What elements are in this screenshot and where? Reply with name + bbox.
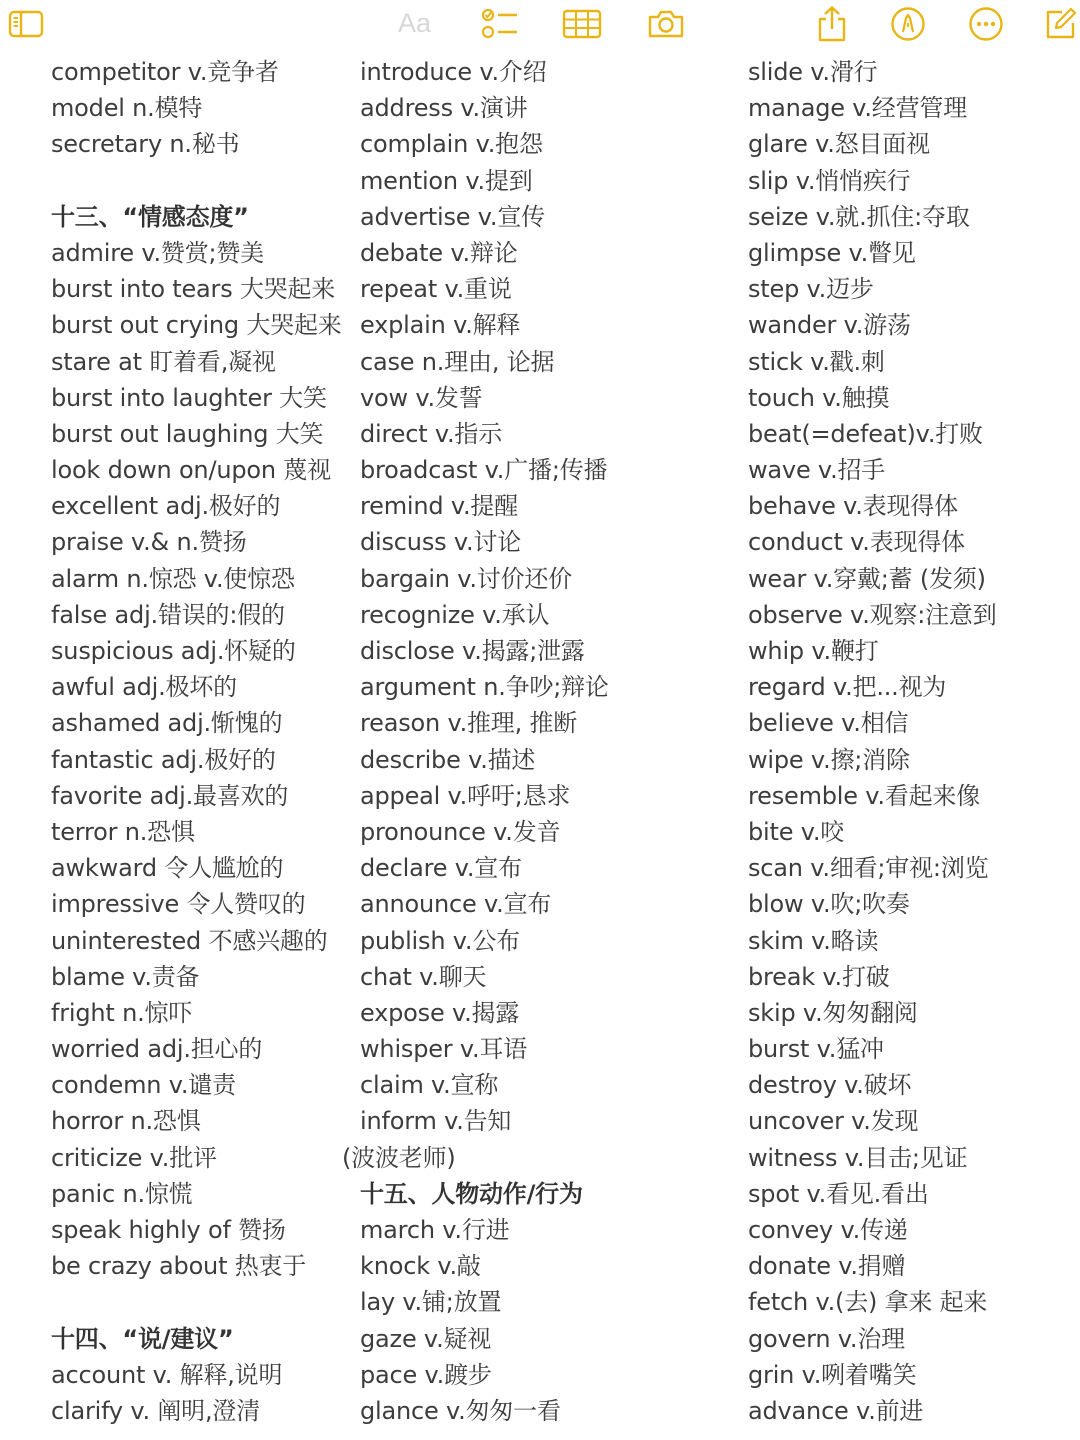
- camera-icon[interactable]: [646, 4, 686, 44]
- vocab-entry: alarm n.惊恐 v.使惊恐: [51, 564, 295, 593]
- vocab-entry: resemble v.看起来像: [748, 781, 981, 810]
- vocab-entry: beat(=defeat)v.打败: [748, 419, 983, 448]
- vocab-entry: advertise v.宣传: [360, 202, 545, 231]
- vocab-entry: blow v.吹;吹奏: [748, 890, 910, 919]
- vocab-entry: declare v.宣布: [360, 854, 522, 883]
- vocab-entry: pronounce v.发音: [360, 817, 561, 846]
- vocab-entry: appeal v.呼吁;恳求: [360, 781, 571, 810]
- vocab-entry: fright n.惊吓: [51, 998, 193, 1027]
- vocab-entry: spot v.看见.看出: [748, 1179, 929, 1208]
- vocab-entry: witness v.目击;见证: [748, 1143, 968, 1172]
- vocab-entry: false adj.错误的:假的: [51, 600, 285, 629]
- vocab-entry: bargain v.讨价还价: [360, 564, 573, 593]
- vocab-entry: speak highly of 赞扬: [51, 1216, 286, 1244]
- vocab-entry: criticize v.批评: [51, 1143, 217, 1172]
- vocab-entry: uninterested 不感兴趣的: [51, 926, 328, 955]
- vocab-entry: competitor v.竞争者: [51, 58, 279, 86]
- more-icon[interactable]: [966, 4, 1006, 44]
- vocab-entry: fantastic adj.极好的: [51, 745, 276, 774]
- vocab-entry: repeat v.重说: [360, 275, 512, 304]
- vocab-entry: admire v.赞赏;赞美: [51, 238, 264, 267]
- vocab-entry: awful adj.极坏的: [51, 673, 237, 702]
- vocab-entry: govern v.治理: [748, 1324, 905, 1353]
- vocab-entry: chat v.聊天: [360, 962, 487, 991]
- vocab-entry: claim v.宣称: [360, 1071, 499, 1100]
- vocab-entry: stick v.戳.刺: [748, 347, 885, 376]
- vocab-entry: argument n.争吵;辩论: [360, 673, 609, 702]
- table-icon[interactable]: [562, 4, 602, 44]
- vocab-entry: whip v.鞭打: [748, 637, 879, 665]
- vocab-entry: burst out laughing 大笑: [51, 419, 324, 448]
- section-heading: 十三、“情感态度”: [51, 202, 249, 231]
- vocab-entry: grin v.咧着嘴笑: [748, 1360, 917, 1389]
- vocab-entry: complain v.抱怨: [360, 130, 543, 159]
- vocab-entry: conduct v.表现得体: [748, 528, 965, 557]
- vocab-entry: glimpse v.瞥见: [748, 238, 916, 267]
- vocab-entry: destroy v.破坏: [748, 1071, 912, 1100]
- font-format-button[interactable]: Aa: [398, 8, 432, 38]
- vocab-entry: observe v.观察:注意到: [748, 600, 997, 629]
- vocab-entry: march v.行进: [360, 1216, 510, 1244]
- vocab-entry: model n.模特: [51, 94, 203, 123]
- vocab-entry: scan v.细看;审视:浏览: [748, 854, 989, 883]
- vocab-entry: remind v.提醒: [360, 492, 518, 521]
- vocab-entry: announce v.宣布: [360, 890, 552, 919]
- vocab-entry: discuss v.讨论: [360, 528, 522, 557]
- share-icon[interactable]: [812, 4, 852, 44]
- vocab-entry: seize v.就.抓住:夺取: [748, 202, 970, 231]
- vocab-entry: bite v.咬: [748, 817, 845, 846]
- compose-icon[interactable]: [1040, 4, 1080, 44]
- vocab-entry: expose v.揭露: [360, 998, 520, 1027]
- vocab-entry: praise v.& n.赞扬: [51, 528, 247, 557]
- vocab-entry: wear v.穿戴;蓄 (发须): [748, 564, 986, 593]
- vocab-entry: mention v.提到: [360, 166, 533, 195]
- vocab-entry: excellent adj.极好的: [51, 492, 281, 521]
- vocab-entry: explain v.解释: [360, 311, 521, 340]
- vocab-entry: be crazy about 热衷于: [51, 1252, 307, 1281]
- vocab-entry: skip v.匆匆翻阅: [748, 998, 918, 1027]
- vocab-entry: ashamed adj.惭愧的: [51, 709, 283, 738]
- vocab-entry: case n.理由, 论据: [360, 347, 555, 376]
- vocab-entry: regard v.把...视为: [748, 673, 947, 702]
- vocab-entry: suspicious adj.怀疑的: [51, 637, 296, 665]
- note-column-3: [748, 54, 1078, 1429]
- vocab-entry: stare at 盯着看,凝视: [51, 347, 276, 376]
- vocab-entry: touch v.触摸: [748, 383, 890, 412]
- vocab-entry: clarify v. 阐明,澄清: [51, 1396, 260, 1425]
- vocab-entry: glance v.匆匆一看: [360, 1396, 561, 1425]
- vocab-entry: burst v.猛冲: [748, 1035, 884, 1064]
- checklist-icon[interactable]: [480, 4, 520, 44]
- vocab-entry: uncover v.发现: [748, 1107, 919, 1136]
- vocab-entry: reason v.推理, 推断: [360, 709, 578, 738]
- vocab-entry: debate v.辩论: [360, 238, 518, 267]
- vocab-entry: describe v.描述: [360, 745, 536, 774]
- vocab-entry: donate v.捐赠: [748, 1252, 906, 1281]
- vocab-entry: pace v.踱步: [360, 1360, 492, 1389]
- vocab-entry: awkward 令人尴尬的: [51, 854, 284, 883]
- vocab-entry: impressive 令人赞叹的: [51, 890, 306, 919]
- vocab-entry: slide v.滑行: [748, 58, 878, 86]
- vocab-entry: glare v.怒目面视: [748, 130, 930, 159]
- vocab-entry: blame v.责备: [51, 962, 200, 991]
- vocab-entry: recognize v.承认: [360, 600, 550, 629]
- vocab-entry: fetch v.(去) 拿来 起来: [748, 1288, 988, 1317]
- note-column-2: [342, 54, 740, 1429]
- blank-line: [51, 163, 351, 199]
- vocab-entry: condemn v.谴责: [51, 1071, 236, 1100]
- vocab-entry: horror n.恐惧: [51, 1107, 201, 1136]
- vocab-entry: step v.迈步: [748, 275, 874, 304]
- vocab-entry: behave v.表现得体: [748, 492, 958, 521]
- vocab-entry: introduce v.介绍: [360, 58, 547, 86]
- vocab-entry: broadcast v.广播;传播: [360, 456, 608, 485]
- vocab-entry: inform v.告知: [360, 1107, 512, 1136]
- vocab-entry: burst into tears 大哭起来: [51, 275, 336, 304]
- vocab-entry: burst out crying 大哭起来: [51, 311, 342, 340]
- vocab-entry: lay v.铺;放置: [360, 1288, 502, 1317]
- vocab-entry: publish v.公布: [360, 926, 520, 955]
- vocab-entry: look down on/upon 蔑视: [51, 456, 331, 485]
- markup-pen-icon[interactable]: [888, 4, 928, 44]
- vocab-entry: (波波老师): [342, 1143, 456, 1172]
- vocab-entry: burst into laughter 大笑: [51, 383, 327, 412]
- vocab-entry: wander v.游荡: [748, 311, 911, 340]
- vocab-entry: convey v.传递: [748, 1216, 908, 1244]
- vocab-entry: direct v.指示: [360, 419, 503, 448]
- vocab-entry: address v.演讲: [360, 94, 528, 123]
- vocab-entry: skim v.略读: [748, 926, 879, 955]
- vocab-entry: slip v.悄悄疾行: [748, 166, 911, 195]
- note-column-1: [51, 54, 351, 1429]
- vocab-entry: whisper v.耳语: [360, 1035, 528, 1064]
- vocab-entry: manage v.经营管理: [748, 94, 968, 123]
- vocab-entry: panic n.惊慌: [51, 1179, 193, 1208]
- section-heading: 十五、人物动作/行为: [360, 1179, 583, 1208]
- vocab-entry: advance v.前进: [748, 1396, 924, 1425]
- section-heading: 十四、“说/建议”: [51, 1324, 234, 1353]
- vocab-entry: break v.打破: [748, 962, 890, 991]
- vocab-entry: secretary n.秘书: [51, 130, 240, 159]
- vocab-entry: favorite adj.最喜欢的: [51, 781, 289, 810]
- vocab-entry: disclose v.揭露;泄露: [360, 637, 585, 665]
- notes-toolbar: [0, 0, 1080, 48]
- vocab-entry: gaze v.疑视: [360, 1324, 492, 1353]
- vocab-entry: terror n.恐惧: [51, 817, 195, 846]
- vocab-entry: knock v.敲: [360, 1252, 481, 1281]
- vocab-entry: account v. 解释,说明: [51, 1360, 283, 1389]
- vocab-entry: worried adj.担心的: [51, 1035, 263, 1064]
- vocab-entry: wave v.招手: [748, 456, 886, 485]
- vocab-entry: believe v.相信: [748, 709, 909, 738]
- vocab-entry: vow v.发誓: [360, 383, 483, 412]
- vocab-entry: wipe v.擦;消除: [748, 745, 910, 774]
- blank-line: [51, 1284, 351, 1320]
- sidebar-icon[interactable]: [6, 4, 46, 44]
